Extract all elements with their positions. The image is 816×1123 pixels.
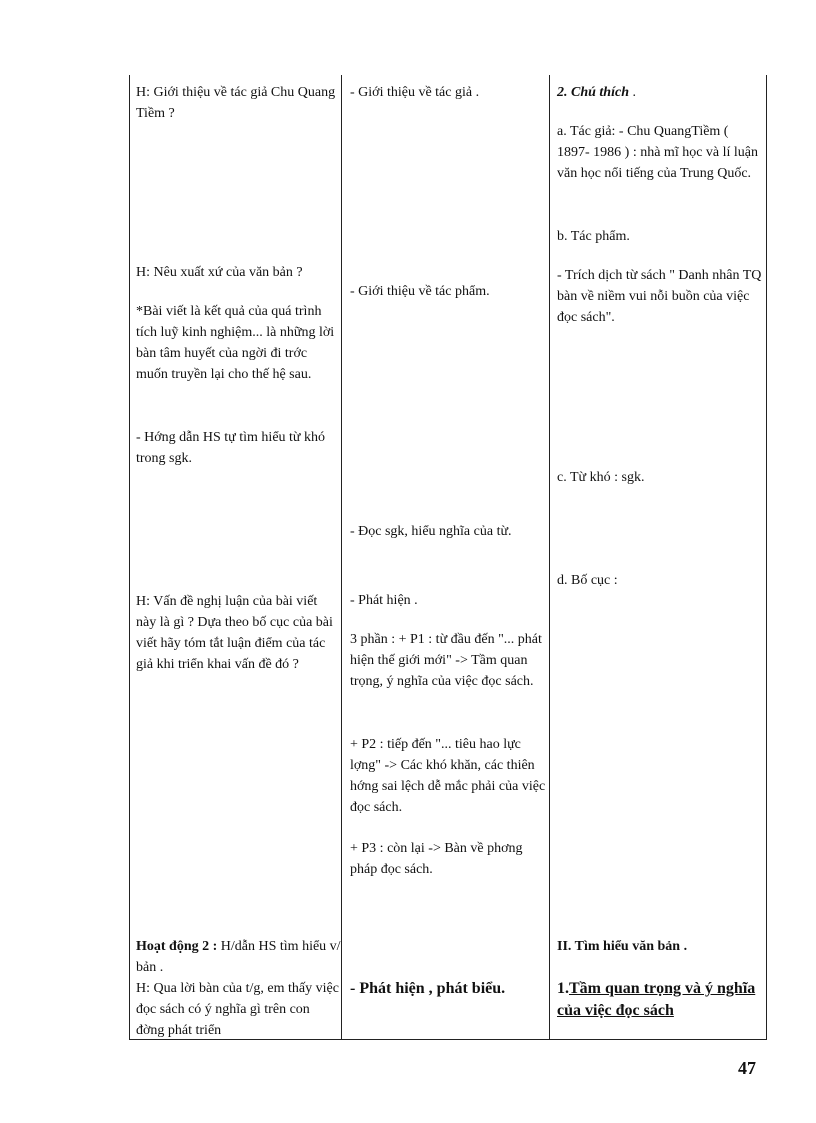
column-divider: [549, 75, 550, 1039]
activity-2-text: H/dẫn HS tìm hiểu v/ bản .: [136, 939, 341, 975]
section-2-1-heading: [557, 978, 762, 1022]
section-2-1-title: Tầm quan trọng và ý nghĩa của việc đọc sách: [557, 980, 756, 1019]
section-notes-title: 2. Chú thích: [557, 85, 629, 100]
column-divider: [341, 75, 342, 1039]
question-meaning: H: Qua lời bàn của t/g, em thấy việc đọc sách có ý nghĩa gì trên con đờng phát triển: [136, 981, 339, 1038]
note-text: *Bài viết là kết quả của quá trình tích luỹ kinh nghiệm... là những lời bàn tâm huyết của ngời đi trớc muốn truyền lại cho thế hệ sau.: [136, 304, 335, 382]
answer-author: - Giới thiệu về tác giả .: [350, 85, 480, 100]
section-notes-tail: .: [628, 85, 636, 100]
layout-part-2: + P2 : tiếp đến "... tiêu hao lực lợng" -> Các khó khăn, các thiên hớng sai lệch dễ mắc phải của việc đọc sách.: [350, 737, 546, 815]
activity-2-label: Hoạt động 2 :: [136, 939, 218, 954]
difficult-words: c. Từ khó : sgk.: [557, 470, 645, 485]
lesson-table: [129, 75, 767, 1040]
guide-text: - Hớng dẫn HS tự tìm hiểu từ khó trong sgk.: [136, 430, 326, 466]
answer-work: - Giới thiệu về tác phẩm.: [350, 284, 490, 299]
layout-part-3: + P3 : còn lại -> Bàn về phơng pháp đọc sách.: [350, 841, 523, 877]
answer-discover: - Phát hiện .: [350, 593, 418, 608]
answer-discover-speak: - Phát hiện , phát biểu.: [350, 980, 506, 997]
work-heading: b. Tác phẩm.: [557, 229, 630, 244]
answer-read: - Đọc sgk, hiểu nghĩa của từ.: [350, 524, 512, 539]
question-origin: H: Nêu xuất xứ của văn bản ?: [136, 265, 303, 280]
section-notes-heading: [557, 82, 762, 103]
activity-2: [136, 936, 341, 978]
question-argument: H: Vấn đề nghị luận của bài viết này là gì ? Dựa theo bố cục của bài viết hãy tóm tắt luận điểm của tác giả khi triển khai vấn đề đó ?: [136, 594, 333, 672]
page-number: 47: [738, 1058, 756, 1078]
layout-part-1: 3 phần : + P1 : từ đầu đến "... phát hiện thế giới mới" -> Tầm quan trọng, ý nghĩa của việc đọc sách.: [350, 632, 542, 689]
section-2-heading: II. Tìm hiểu văn bản .: [557, 939, 688, 954]
work-detail: - Trích dịch từ sách " Danh nhân TQ bàn về niềm vui nỗi buồn của việc đọc sách".: [557, 268, 762, 325]
question-author: H: Giới thiệu về tác giả Chu Quang Tiềm ?: [136, 85, 336, 121]
section-2-1-number: 1.: [557, 980, 569, 997]
author-info: a. Tác giả: - Chu QuangTiềm ( 1897- 1986 ) : nhà mĩ học và lí luận văn học nổi tiếng của Trung Quốc.: [557, 124, 759, 181]
layout-heading: d. Bố cục :: [557, 573, 618, 588]
